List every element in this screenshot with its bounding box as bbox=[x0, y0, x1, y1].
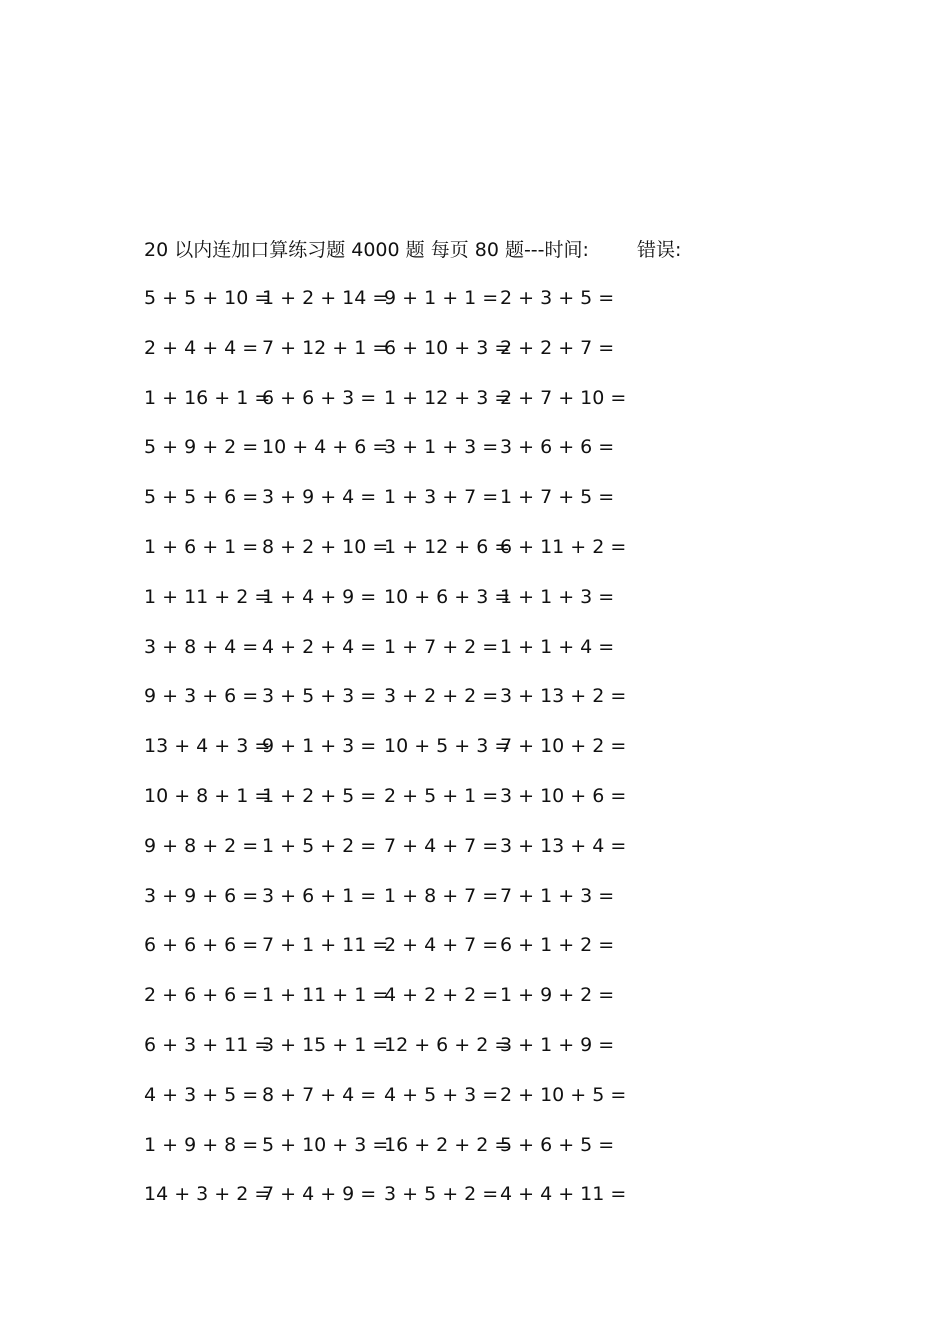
problem-cell: 6 + 1 + 2 = bbox=[500, 934, 615, 957]
problem-cell: 1 + 3 + 7 = bbox=[384, 486, 499, 509]
problem-cell: 1 + 2 + 14 = bbox=[262, 287, 389, 309]
problem-cell: 8 + 7 + 4 = bbox=[262, 1083, 377, 1106]
problem-cell: 1 + 16 + 1 = bbox=[144, 386, 271, 409]
problem-cell: 4 + 5 + 3 = bbox=[384, 1083, 499, 1106]
problem-cell: 6 + 3 + 11 = bbox=[144, 1033, 271, 1056]
problem-row bbox=[144, 384, 664, 434]
worksheet-header bbox=[144, 236, 682, 264]
problem-row bbox=[144, 981, 664, 1031]
problem-cell: 1 + 7 + 5 = bbox=[500, 486, 615, 509]
problem-row bbox=[144, 483, 664, 533]
problem-cell: 2 + 6 + 6 = bbox=[144, 984, 259, 1007]
problem-cell: 1 + 8 + 7 = bbox=[384, 884, 499, 907]
problem-row bbox=[144, 782, 664, 832]
problem-cell: 10 + 4 + 6 = bbox=[262, 436, 389, 459]
problem-row bbox=[144, 583, 664, 633]
problem-cell: 3 + 13 + 2 = bbox=[500, 685, 627, 708]
problem-cell: 5 + 5 + 10 = bbox=[144, 287, 271, 309]
problem-cell: 6 + 6 + 3 = bbox=[262, 386, 377, 409]
problem-cell: 2 + 4 + 4 = bbox=[144, 336, 259, 359]
problem-cell: 1 + 12 + 6 = bbox=[384, 535, 511, 558]
problem-cell: 1 + 12 + 3 = bbox=[384, 386, 511, 409]
problem-cell: 7 + 1 + 3 = bbox=[500, 884, 615, 907]
problem-row bbox=[144, 284, 664, 334]
problem-row bbox=[144, 1131, 664, 1181]
problem-cell: 6 + 6 + 6 = bbox=[144, 934, 259, 957]
problem-cell: 4 + 2 + 2 = bbox=[384, 984, 499, 1007]
problem-cell: 2 + 10 + 5 = bbox=[500, 1083, 627, 1106]
problem-cell: 7 + 12 + 1 = bbox=[262, 336, 389, 359]
problem-row bbox=[144, 1031, 664, 1081]
problem-cell: 6 + 11 + 2 = bbox=[500, 535, 627, 558]
problem-row bbox=[144, 433, 664, 483]
problem-cell: 2 + 5 + 1 = bbox=[384, 784, 499, 807]
problem-cell: 3 + 15 + 1 = bbox=[262, 1033, 389, 1056]
problem-row bbox=[144, 1081, 664, 1131]
problem-cell: 10 + 6 + 3 = bbox=[384, 585, 511, 608]
problem-cell: 16 + 2 + 2 = bbox=[384, 1133, 511, 1156]
problem-cell: 1 + 5 + 2 = bbox=[262, 834, 377, 857]
problem-cell: 3 + 8 + 4 = bbox=[144, 635, 259, 658]
problem-row bbox=[144, 832, 664, 882]
problem-cell: 3 + 9 + 4 = bbox=[262, 486, 377, 509]
problem-cell: 1 + 2 + 5 = bbox=[262, 784, 377, 807]
problem-cell: 9 + 3 + 6 = bbox=[144, 685, 259, 708]
worksheet-title: 20 以内连加口算练习题 4000 题 每页 80 题---时间: bbox=[144, 239, 589, 261]
problem-cell: 2 + 4 + 7 = bbox=[384, 934, 499, 957]
problem-cell: 3 + 2 + 2 = bbox=[384, 685, 499, 708]
problem-cell: 3 + 6 + 1 = bbox=[262, 884, 377, 907]
problem-row bbox=[144, 682, 664, 732]
problem-cell: 7 + 4 + 9 = bbox=[262, 1183, 377, 1206]
problem-cell: 9 + 1 + 3 = bbox=[262, 735, 377, 758]
problem-cell: 10 + 5 + 3 = bbox=[384, 735, 511, 758]
problem-cell: 3 + 5 + 3 = bbox=[262, 685, 377, 708]
problem-cell: 1 + 9 + 8 = bbox=[144, 1133, 259, 1156]
problem-cell: 3 + 5 + 2 = bbox=[384, 1183, 499, 1206]
problem-cell: 8 + 2 + 10 = bbox=[262, 535, 389, 558]
problem-cell: 1 + 7 + 2 = bbox=[384, 635, 499, 658]
problem-row bbox=[144, 931, 664, 981]
problem-cell: 2 + 2 + 7 = bbox=[500, 336, 615, 359]
problem-cell: 9 + 8 + 2 = bbox=[144, 834, 259, 857]
problem-cell: 12 + 6 + 2 = bbox=[384, 1033, 511, 1056]
problem-row bbox=[144, 882, 664, 932]
problem-cell: 3 + 10 + 6 = bbox=[500, 784, 627, 807]
problem-cell: 4 + 3 + 5 = bbox=[144, 1083, 259, 1106]
problem-cell: 1 + 11 + 1 = bbox=[262, 984, 389, 1007]
problem-cell: 3 + 13 + 4 = bbox=[500, 834, 627, 857]
problem-cell: 2 + 3 + 5 = bbox=[500, 287, 615, 309]
problem-cell: 2 + 7 + 10 = bbox=[500, 386, 627, 409]
problem-cell: 5 + 5 + 6 = bbox=[144, 486, 259, 509]
problem-row bbox=[144, 1180, 664, 1230]
problem-cell: 1 + 11 + 2 = bbox=[144, 585, 271, 608]
problem-cell: 1 + 1 + 3 = bbox=[500, 585, 615, 608]
errors-label: 错误: bbox=[637, 239, 682, 261]
problem-cell: 10 + 8 + 1 = bbox=[144, 784, 271, 807]
problem-cell: 6 + 10 + 3 = bbox=[384, 336, 511, 359]
problem-cell: 3 + 1 + 3 = bbox=[384, 436, 499, 459]
problem-row bbox=[144, 334, 664, 384]
problem-cell: 1 + 9 + 2 = bbox=[500, 984, 615, 1007]
problem-cell: 14 + 3 + 2 = bbox=[144, 1183, 271, 1206]
problem-cell: 7 + 1 + 11 = bbox=[262, 934, 389, 957]
problem-cell: 3 + 9 + 6 = bbox=[144, 884, 259, 907]
problem-cell: 5 + 6 + 5 = bbox=[500, 1133, 615, 1156]
problem-cell: 1 + 4 + 9 = bbox=[262, 585, 377, 608]
problem-row bbox=[144, 633, 664, 683]
problem-cell: 13 + 4 + 3 = bbox=[144, 735, 271, 758]
problem-cell: 9 + 1 + 1 = bbox=[384, 287, 499, 309]
problem-cell: 4 + 2 + 4 = bbox=[262, 635, 377, 658]
problem-cell: 7 + 10 + 2 = bbox=[500, 735, 627, 758]
problem-grid bbox=[144, 284, 664, 1230]
problem-row bbox=[144, 533, 664, 583]
problem-cell: 5 + 10 + 3 = bbox=[262, 1133, 389, 1156]
problem-cell: 3 + 6 + 6 = bbox=[500, 436, 615, 459]
problem-cell: 1 + 1 + 4 = bbox=[500, 635, 615, 658]
problem-cell: 7 + 4 + 7 = bbox=[384, 834, 499, 857]
problem-row bbox=[144, 732, 664, 782]
problem-cell: 5 + 9 + 2 = bbox=[144, 436, 259, 459]
problem-cell: 3 + 1 + 9 = bbox=[500, 1033, 615, 1056]
problem-cell: 4 + 4 + 11 = bbox=[500, 1183, 627, 1206]
problem-cell: 1 + 6 + 1 = bbox=[144, 535, 259, 558]
